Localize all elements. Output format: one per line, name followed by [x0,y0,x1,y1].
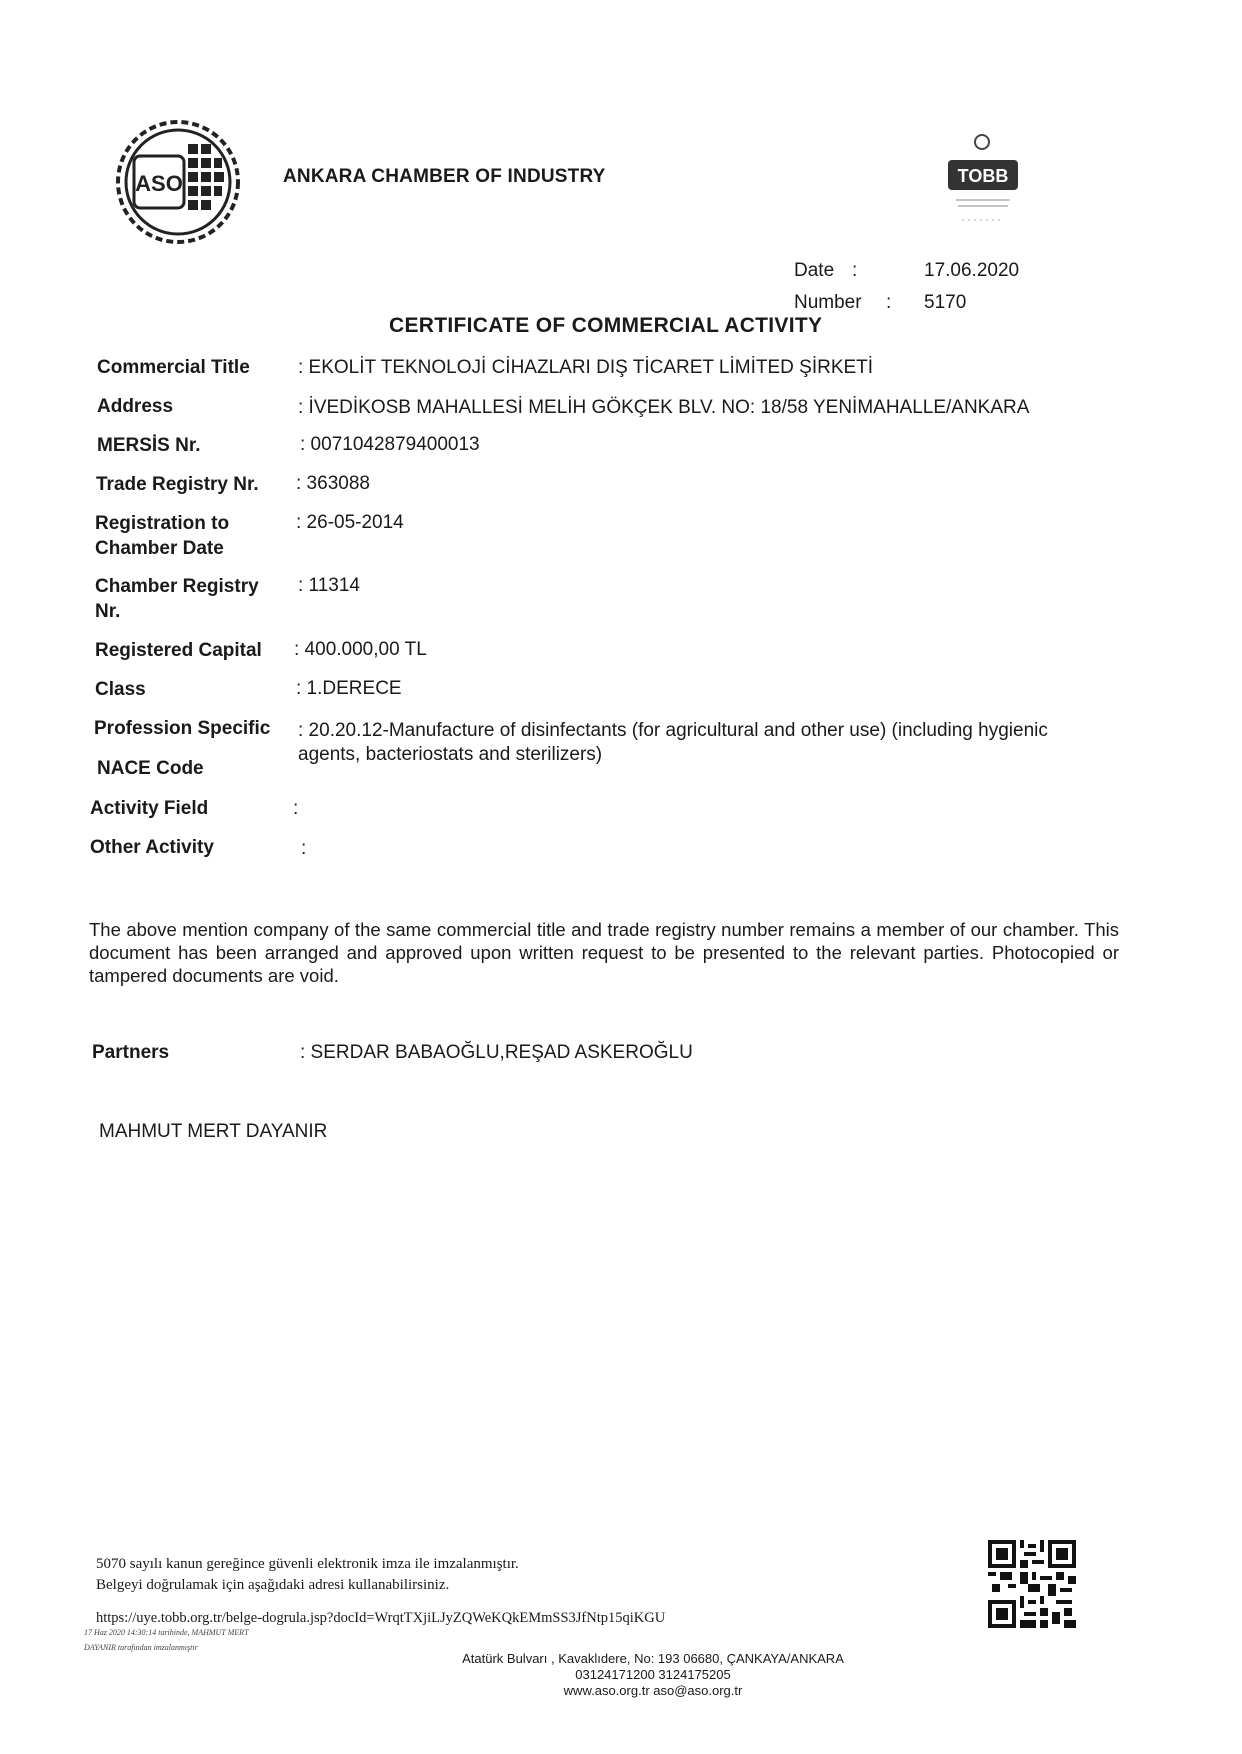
profession-label-2: NACE Code [97,758,204,779]
registration-date-label-2: Chamber Date [95,538,224,559]
class-value: : 1.DERECE [296,678,402,699]
chamber-registry-label-1: Chamber Registry [95,576,259,597]
capital-value: : 400.000,00 TL [294,639,427,660]
svg-text:ASO: ASO [135,171,183,196]
footer-web[interactable]: www.aso.org.tr aso@aso.org.tr [563,1683,743,1698]
date-label: Date [794,260,835,281]
other-activity-value: : [301,838,307,859]
registration-date-label-1: Registration to [95,513,230,534]
partners-label: Partners [92,1042,170,1063]
partners-value: : SERDAR BABAOĞLU,REŞAD ASKEROĞLU [300,1042,693,1063]
organization-name: ANKARA CHAMBER OF INDUSTRY [283,166,606,187]
address-value: : İVEDİKOSB MAHALLESİ MELİH GÖKÇEK BLV. NO: 18/58 YENİMAHALLE/ANKARA [298,397,1030,418]
footer-phones: 03124171200 3124175205 [575,1667,731,1682]
profession-value-2: agents, bacteriostats and sterilizers) [298,744,603,765]
chamber-registry-label-2: Nr. [95,601,121,622]
esign-stamp-2: DAYANIR tarafından imzalanmıştır [84,1643,198,1652]
date-value: 17.06.2020 [924,260,1020,281]
registration-date-value: : 26-05-2014 [296,512,404,533]
activity-field-value: : [293,798,299,819]
aso-logo [112,116,244,248]
esign-line-1: 5070 sayılı kanun gereğince güvenli elektronik imza ile imzalanmıştır. [96,1556,519,1572]
activity-field-label: Activity Field [90,798,209,819]
class-label: Class [95,679,146,700]
mersis-label: MERSİS Nr. [97,435,201,456]
address-label: Address [97,396,174,417]
number-value: 5170 [924,292,967,313]
date-separator: : [852,260,858,281]
number-separator: : [886,292,892,313]
commercial-title-value: : EKOLİT TEKNOLOJİ CİHAZLARI DIŞ TİCARET LİMİTED ŞİRKETİ [298,357,874,378]
number-label: Number [794,292,862,313]
commercial-title-label: Commercial Title [97,357,250,378]
other-activity-label: Other Activity [90,837,214,858]
statement-paragraph: The above mention company of the same commercial title and trade registry number remains a member of our chamber. This document has been arranged and approved upon written request to be presented to the relevant parties. Photocopied or tampered documents are void. [89,919,1119,986]
certificate-title: CERTIFICATE OF COMMERCIAL ACTIVITY [389,314,823,337]
esign-line-2: Belgeyi doğrulamak için aşağıdaki adresi kullanabilirsiniz. [96,1577,450,1593]
footer-address: Atatürk Bulvarı , Kavaklıdere, No: 193 06680, ÇANKAYA/ANKARA [462,1651,844,1666]
trade-registry-label: Trade Registry Nr. [96,474,259,495]
tobb-badge [938,128,1028,238]
mersis-value: : 0071042879400013 [300,434,480,455]
profession-label-1: Profession Specific [94,718,271,739]
trade-registry-value: : 363088 [296,473,370,494]
esign-stamp-1: 17 Haz 2020 14:30:14 tarihinde, MAHMUT MERT [84,1628,249,1637]
verification-url[interactable]: https://uye.tobb.org.tr/belge-dogrula.jsp?docId=WrqtTXjiLJyZQWeKQkEMmSS3JfNtp15qiKGU [96,1610,666,1626]
capital-label: Registered Capital [95,640,262,661]
profession-value-1: : 20.20.12-Manufacture of disinfectants (for agricultural and other use) (including hygienic [298,720,1048,741]
svg-text:TOBB: TOBB [957,166,1009,186]
signatory-name: MAHMUT MERT DAYANIR [99,1121,328,1142]
chamber-registry-value: : 11314 [298,575,360,596]
qr-code [988,1540,1076,1628]
